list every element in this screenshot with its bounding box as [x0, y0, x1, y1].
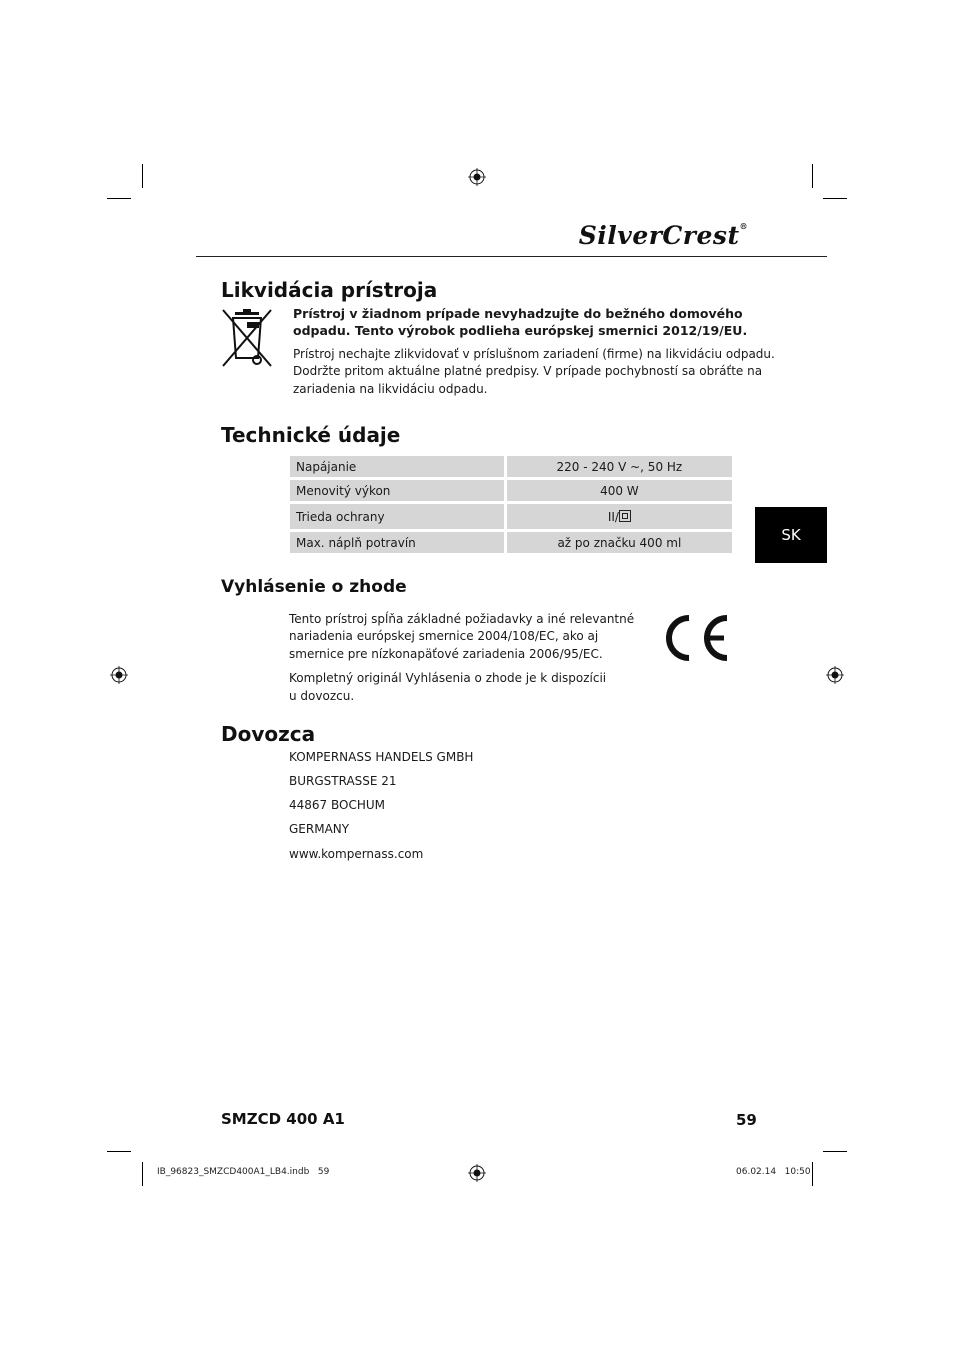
- conformity-text-line: u dovozcu.: [289, 689, 355, 703]
- disposal-warning-line: Prístroj v žiadnom prípade nevyhadzujte do bežného domového: [293, 306, 743, 321]
- header-rule: [196, 256, 827, 257]
- tech-title: Technické údaje: [221, 423, 401, 447]
- spec-table: [290, 453, 732, 556]
- crop-mark: [107, 1151, 131, 1152]
- conformity-title: Vyhlásenie o zhode: [221, 577, 407, 597]
- print-slug-file: IB_96823_SMZCD400A1_LB4.indb 59: [157, 1167, 330, 1177]
- spec-value: 220 - 240 V ~, 50 Hz: [504, 456, 732, 477]
- conformity-text-line: Tento prístroj spĺňa základné požiadavky a iné relevantné: [289, 612, 635, 626]
- disposal-text-line: zariadenia na likvidáciu odpadu.: [293, 382, 488, 396]
- spec-label: Napájanie: [290, 456, 504, 477]
- importer-address-line: BURGSTRASSE 21: [289, 774, 397, 788]
- crop-mark: [812, 164, 813, 188]
- conformity-text-line: nariadenia európskej smernice 2004/108/EC, ako aj: [289, 629, 599, 643]
- spec-label: Max. náplň potravín: [290, 532, 504, 553]
- spec-label: Menovitý výkon: [290, 480, 504, 501]
- registration-mark-icon: [468, 168, 486, 186]
- crop-mark: [823, 1151, 847, 1152]
- ce-mark-icon: [656, 612, 732, 664]
- spec-label: Trieda ochrany: [290, 504, 504, 529]
- language-tab: [755, 507, 827, 563]
- language-tab-label: SK: [781, 526, 801, 544]
- crop-mark: [823, 198, 847, 199]
- table-row: [290, 504, 732, 529]
- crop-mark: [107, 198, 131, 199]
- conformity-text-line: Kompletný originál Vyhlásenia o zhode je k dispozícii: [289, 671, 607, 685]
- spec-value-cell: [504, 504, 732, 529]
- importer-address-line: 44867 BOCHUM: [289, 798, 385, 812]
- importer-website: www.kompernass.com: [289, 847, 424, 861]
- importer-address-line: GERMANY: [289, 822, 350, 836]
- importer-title: Dovozca: [221, 722, 316, 746]
- disposal-title: Likvidácia prístroja: [221, 278, 438, 302]
- table-row: [290, 480, 732, 501]
- crop-mark: [142, 1162, 143, 1186]
- disposal-text-line: Dodržte pritom aktuálne platné predpisy. V prípade pochybností sa obráťte na: [293, 364, 763, 378]
- print-slug-date: 06.02.14 10:50: [736, 1167, 811, 1177]
- protection-class-ii-icon: [619, 510, 631, 522]
- spec-value: II/: [607, 509, 619, 524]
- conformity-text-line: smernice pre nízkonapäťové zariadenia 2006/95/EC.: [289, 647, 603, 661]
- brand-logo: SilverCrest®: [578, 221, 748, 250]
- crossed-out-wheelie-bin-icon: [219, 306, 275, 370]
- disposal-text-line: Prístroj nechajte zlikvidovať v príslušnom zariadení (firme) na likvidáciu odpadu.: [293, 347, 775, 361]
- table-row: [290, 532, 732, 553]
- spec-value: až po značku 400 ml: [504, 532, 732, 553]
- footer-model: SMZCD 400 A1: [221, 1110, 345, 1128]
- spec-value: 400 W: [504, 480, 732, 501]
- crop-mark: [812, 1162, 813, 1186]
- table-row: [290, 456, 732, 477]
- crop-mark: [142, 164, 143, 188]
- registration-mark-icon: [110, 666, 128, 684]
- registration-mark-icon: [826, 666, 844, 684]
- page-number: 59: [736, 1111, 757, 1129]
- disposal-warning-line: odpadu. Tento výrobok podlieha európskej smernici 2012/19/EU.: [293, 323, 748, 338]
- importer-address-line: KOMPERNASS HANDELS GMBH: [289, 750, 474, 764]
- registration-mark-icon: [468, 1164, 486, 1182]
